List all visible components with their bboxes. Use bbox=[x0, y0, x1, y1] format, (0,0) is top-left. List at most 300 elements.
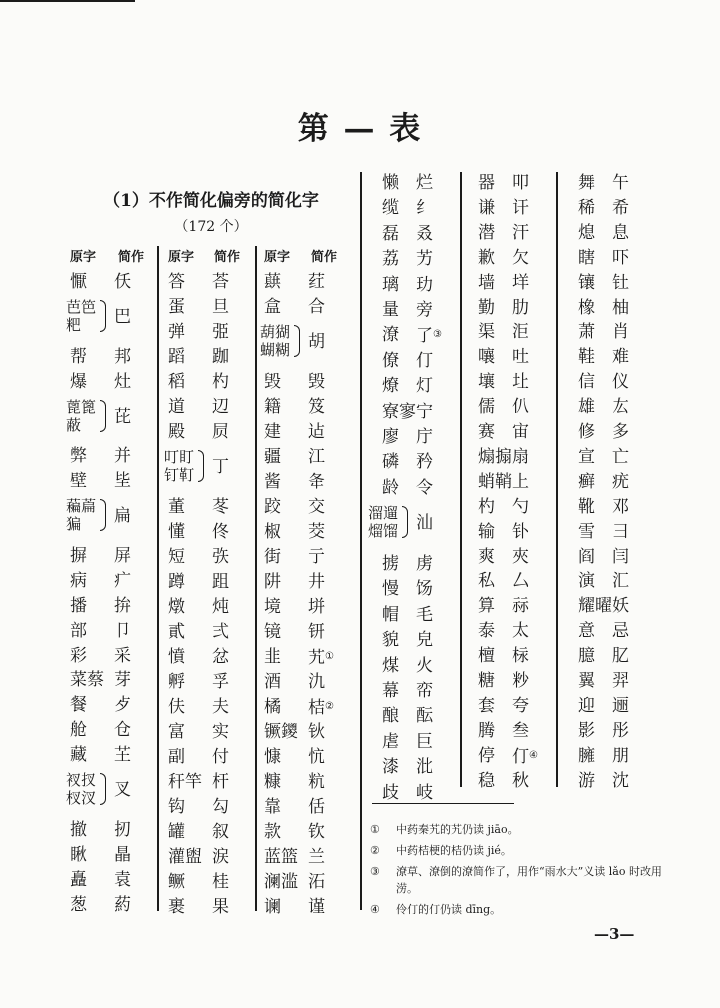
simplified-char-text: 井 bbox=[308, 572, 325, 592]
header-original: 原字 bbox=[264, 250, 291, 265]
simplified-char bbox=[416, 730, 433, 754]
original-char: 鞋 bbox=[578, 347, 595, 368]
footnote bbox=[370, 842, 676, 859]
simplified-char bbox=[114, 668, 131, 692]
simplified-char bbox=[416, 400, 433, 424]
original-char: 懨 bbox=[70, 272, 87, 292]
original-char: 器 bbox=[478, 173, 495, 193]
simplified-char-text: 吓 bbox=[612, 247, 629, 268]
char-entry bbox=[568, 669, 654, 693]
simplified-char: 丁 bbox=[212, 457, 229, 477]
simplified-char-text: 沈 bbox=[612, 770, 629, 791]
simplified-char-text: 令 bbox=[416, 477, 433, 498]
simplified-char-text: 沰 bbox=[308, 872, 325, 892]
original-char: 糠 bbox=[264, 772, 281, 792]
simplified-char-text: 艻 bbox=[416, 249, 433, 270]
brace-icon bbox=[198, 450, 204, 482]
simplified-char-text: 矤 bbox=[212, 547, 229, 567]
char-entry bbox=[70, 569, 156, 593]
simplified-char bbox=[308, 395, 325, 419]
simplified-char bbox=[308, 420, 325, 444]
original-char: 蛋 bbox=[168, 297, 185, 317]
original-char: 杓 bbox=[478, 496, 495, 517]
char-entry bbox=[372, 730, 458, 754]
simplified-char bbox=[212, 795, 229, 819]
simplified-char-text: 亍 bbox=[308, 547, 325, 567]
simplified-char-text: 芽 bbox=[114, 670, 131, 691]
simplified-char bbox=[212, 520, 229, 544]
simplified-char bbox=[612, 246, 629, 270]
char-entry bbox=[264, 820, 350, 844]
char-entry bbox=[372, 476, 458, 500]
simplified-char bbox=[212, 595, 229, 619]
simplified-char bbox=[308, 820, 325, 844]
simplified-char bbox=[308, 670, 325, 694]
original-char: 钩 bbox=[168, 797, 185, 817]
char-entry bbox=[372, 755, 458, 779]
original-char: 街 bbox=[264, 547, 281, 567]
char-entry bbox=[468, 719, 554, 743]
original-char: 虐 bbox=[382, 731, 399, 752]
simplified-char-text: 孚 bbox=[212, 672, 229, 692]
char-entry bbox=[468, 495, 554, 519]
char-entry bbox=[168, 820, 254, 844]
simplified-char-text: 勾 bbox=[212, 797, 229, 817]
simplified-char bbox=[212, 370, 229, 394]
char-entry bbox=[264, 845, 350, 869]
char-entry bbox=[168, 670, 254, 694]
char-entry bbox=[568, 520, 654, 544]
simplified-char-text: 旁 bbox=[416, 300, 433, 320]
simplified-char-text: 了 bbox=[416, 326, 433, 347]
simplified-char-text: 夫 bbox=[212, 697, 229, 717]
simplified-char bbox=[512, 744, 538, 769]
simplified-char bbox=[114, 693, 131, 717]
original-char: 阎 bbox=[578, 546, 595, 567]
simplified-char bbox=[212, 395, 229, 419]
original-char: 稀 bbox=[578, 197, 595, 218]
original-char: 鳜 bbox=[168, 872, 185, 892]
char-entry bbox=[168, 520, 254, 544]
simplified-char bbox=[416, 577, 433, 601]
char-entry bbox=[568, 619, 654, 643]
original-char: 蓝篮 bbox=[264, 847, 298, 867]
simplified-char bbox=[212, 320, 229, 344]
char-entry bbox=[168, 295, 254, 319]
original-char: 墙 bbox=[478, 272, 495, 293]
simplified-char bbox=[612, 669, 629, 693]
original-char: 爆 bbox=[70, 371, 87, 392]
simplified-char bbox=[416, 679, 433, 703]
simplified-char-text: 炖 bbox=[212, 597, 229, 617]
original-char: 赛 bbox=[478, 422, 495, 442]
char-entry bbox=[372, 654, 458, 678]
char-entry bbox=[264, 695, 350, 719]
header-simplified: 简作 bbox=[311, 250, 338, 265]
simplified-char-text: 坒 bbox=[114, 471, 131, 492]
simplified-char-text: 毁 bbox=[308, 372, 325, 392]
footnote-text: 中药桔梗的桔仍读 jié。 bbox=[396, 844, 512, 857]
simplified-char-text: 肖 bbox=[612, 322, 629, 343]
simplified-char bbox=[612, 395, 629, 419]
original-char: 停 bbox=[478, 745, 495, 766]
simplified-char bbox=[416, 273, 433, 297]
char-entry bbox=[568, 644, 654, 668]
original-char: 廖 bbox=[382, 427, 399, 447]
char-entry bbox=[568, 320, 654, 344]
char-entry bbox=[568, 196, 654, 220]
simplified-char bbox=[416, 603, 433, 627]
original-char: 镶 bbox=[578, 272, 595, 293]
original-char: 短 bbox=[168, 547, 185, 567]
simplified-char bbox=[512, 694, 529, 718]
original-char: 寮寥 bbox=[382, 401, 416, 422]
simplified-char bbox=[612, 320, 629, 344]
original-char: 答 bbox=[168, 272, 185, 292]
simplified-char bbox=[308, 795, 325, 819]
original-char: 播 bbox=[70, 595, 87, 616]
original-char: 罐 bbox=[168, 822, 185, 842]
simplified-char bbox=[512, 420, 529, 444]
simplified-char-text: 并 bbox=[114, 446, 131, 467]
original-char: 嚷 bbox=[478, 347, 495, 368]
original-char: 蛸鞘 bbox=[478, 471, 512, 492]
char-entry bbox=[70, 868, 156, 892]
original-char: 漆 bbox=[382, 757, 399, 778]
char-entry bbox=[468, 196, 554, 220]
simplified-char bbox=[308, 570, 325, 594]
char-entry bbox=[372, 603, 458, 627]
simplified-char bbox=[114, 644, 131, 668]
simplified-char-text: 葯 bbox=[114, 894, 131, 915]
simplified-char-text: 矜 bbox=[416, 452, 433, 473]
char-entry bbox=[70, 668, 156, 692]
simplified-char bbox=[212, 645, 229, 669]
simplified-char-text: 屏 bbox=[114, 545, 131, 566]
char-entry bbox=[468, 221, 554, 245]
original-char: 舱 bbox=[70, 720, 87, 741]
original-char: 磷 bbox=[382, 452, 399, 473]
char-entry bbox=[264, 370, 350, 394]
char-entry bbox=[372, 298, 458, 322]
simplified-char-text: 兰 bbox=[308, 847, 325, 867]
char-entry bbox=[568, 246, 654, 270]
simplified-char: 胡 bbox=[308, 332, 325, 352]
simplified-char bbox=[612, 345, 629, 369]
original-char: 瞎 bbox=[578, 247, 595, 268]
simplified-char bbox=[114, 743, 131, 767]
original-chars: 芭笆 粑 bbox=[66, 297, 97, 334]
simplified-char-text: 跙 bbox=[212, 572, 229, 592]
char-entry bbox=[70, 370, 156, 394]
simplified-char-text: 皃 bbox=[416, 630, 433, 651]
char-entry bbox=[70, 619, 156, 643]
original-char: 酿 bbox=[382, 706, 399, 727]
brace-icon bbox=[100, 300, 106, 332]
simplified-char-text: 祘 bbox=[512, 596, 529, 617]
column-divider bbox=[556, 172, 558, 787]
simplified-char bbox=[308, 645, 334, 670]
original-char: 算 bbox=[478, 596, 495, 617]
char-entry bbox=[468, 619, 554, 643]
char-entry bbox=[264, 445, 350, 469]
simplified-char bbox=[512, 594, 529, 618]
original-char: 弹 bbox=[168, 322, 185, 342]
char-entry bbox=[264, 270, 350, 294]
original-char: 演 bbox=[578, 571, 595, 592]
simplified-char bbox=[114, 843, 131, 867]
simplified-char bbox=[612, 644, 629, 668]
simplified-char-text: 毛 bbox=[416, 604, 433, 625]
simplified-char-text: 息 bbox=[612, 222, 629, 243]
char-entry bbox=[568, 495, 654, 519]
char-entry bbox=[168, 270, 254, 294]
original-char: 谦 bbox=[478, 197, 495, 218]
original-char: 蕻 bbox=[264, 272, 281, 292]
char-entry bbox=[264, 420, 350, 444]
simplified-char bbox=[612, 769, 629, 793]
original-char: 壁 bbox=[70, 471, 87, 492]
original-char: 藏 bbox=[70, 745, 87, 766]
simplified-char-text: 宁 bbox=[416, 401, 433, 422]
char-entry bbox=[168, 570, 254, 594]
char-entry bbox=[168, 420, 254, 444]
simplified-char bbox=[416, 628, 433, 652]
original-char: 舞 bbox=[578, 173, 595, 193]
char-entry bbox=[372, 400, 458, 424]
simplified-char-text: 夸 bbox=[512, 695, 529, 716]
char-entry bbox=[264, 645, 350, 669]
simplified-char bbox=[212, 820, 229, 844]
simplified-char-text: 宙 bbox=[512, 422, 529, 442]
char-entry bbox=[168, 745, 254, 769]
simplified-char bbox=[612, 221, 629, 245]
simplified-char bbox=[308, 545, 325, 569]
original-char: 伕 bbox=[168, 697, 185, 717]
simplified-char: 汕 bbox=[416, 513, 433, 534]
char-entry bbox=[568, 271, 654, 295]
simplified-char-text: 帟 bbox=[416, 681, 433, 701]
header-original: 原字 bbox=[70, 250, 97, 265]
simplified-char bbox=[416, 476, 433, 500]
footnote-marker: ③ bbox=[433, 329, 442, 341]
original-char: 裹 bbox=[168, 897, 185, 917]
original-char: 憤 bbox=[168, 647, 185, 667]
simplified-char-text: 钋 bbox=[512, 521, 529, 542]
original-char: 翼 bbox=[578, 671, 595, 691]
simplified-char-text: 仪 bbox=[612, 372, 629, 393]
simplified-char bbox=[416, 171, 433, 195]
brace-icon bbox=[100, 499, 106, 531]
char-entry bbox=[468, 246, 554, 270]
simplified-char bbox=[308, 495, 325, 519]
char-entry bbox=[568, 221, 654, 245]
simplified-char-text: 吐 bbox=[512, 347, 529, 368]
char-entry bbox=[264, 295, 350, 319]
char-entry bbox=[568, 545, 654, 569]
char-entry bbox=[168, 645, 254, 669]
header-simplified: 简作 bbox=[214, 250, 241, 265]
original-char: 缆 bbox=[382, 198, 399, 219]
page-number: —3— bbox=[594, 925, 635, 943]
simplified-char-text: 叩 bbox=[512, 173, 529, 193]
original-char: 输 bbox=[478, 521, 495, 542]
simplified-char-text: 扇 bbox=[512, 446, 529, 467]
original-char: 量 bbox=[382, 300, 399, 320]
simplified-char-text: 芏 bbox=[114, 745, 131, 766]
column-divider bbox=[360, 172, 362, 910]
original-char: 籍 bbox=[264, 397, 281, 417]
char-entry bbox=[264, 470, 350, 494]
char-entry bbox=[468, 644, 554, 668]
char-entry bbox=[372, 679, 458, 703]
original-char: 爽 bbox=[478, 546, 495, 567]
char-entry bbox=[568, 719, 654, 743]
original-char: 潜 bbox=[478, 222, 495, 243]
simplified-char bbox=[212, 570, 229, 594]
simplified-char-text: 多 bbox=[612, 422, 629, 442]
original-char: 儒 bbox=[478, 397, 495, 418]
column-divider bbox=[460, 172, 462, 787]
simplified-char-text: 杓 bbox=[212, 372, 229, 392]
char-entry bbox=[468, 569, 554, 593]
original-char: 椒 bbox=[264, 522, 281, 542]
original-char: 帽 bbox=[382, 604, 399, 625]
simplified-char bbox=[212, 670, 229, 694]
simplified-char bbox=[212, 545, 229, 569]
original-char: 煽搧 bbox=[478, 446, 512, 467]
simplified-char bbox=[512, 669, 529, 693]
simplified-char bbox=[212, 720, 229, 744]
char-entry bbox=[468, 320, 554, 344]
simplified-char-text: 讦 bbox=[512, 197, 529, 218]
simplified-char-text: 跏 bbox=[212, 347, 229, 367]
original-char: 僚 bbox=[382, 350, 399, 371]
simplified-char-text: 酝 bbox=[416, 706, 433, 727]
simplified-char bbox=[512, 320, 529, 344]
simplified-char-text: 付 bbox=[212, 747, 229, 767]
original-char: 阱 bbox=[264, 572, 281, 592]
footnote-text: 伶仃的仃仍读 dīng。 bbox=[396, 903, 502, 916]
simplified-char bbox=[308, 295, 325, 319]
char-entry bbox=[168, 495, 254, 519]
simplified-char-text: 虏 bbox=[416, 554, 433, 574]
simplified-char-text: 圵 bbox=[512, 372, 529, 393]
original-chars: 衩扠 杈汊 bbox=[66, 771, 97, 807]
char-entry bbox=[264, 595, 350, 619]
simplified-char-text: 江 bbox=[308, 447, 325, 467]
original-char: 歧 bbox=[382, 782, 399, 803]
char-entry bbox=[168, 845, 254, 869]
original-char: 荔 bbox=[382, 249, 399, 270]
simplified-char bbox=[416, 298, 433, 322]
char-entry bbox=[372, 450, 458, 474]
original-char: 燎 bbox=[382, 376, 399, 397]
char-entry bbox=[264, 570, 350, 594]
footnote bbox=[370, 901, 676, 918]
simplified-char bbox=[212, 870, 229, 894]
original-char: 磊 bbox=[382, 223, 399, 244]
simplified-char bbox=[512, 719, 529, 743]
simplified-char-text: 灯 bbox=[416, 376, 433, 397]
original-char: 韭 bbox=[264, 647, 281, 667]
original-char: 跤 bbox=[264, 497, 281, 517]
simplified-char bbox=[512, 619, 529, 643]
simplified-char-text: 烂 bbox=[416, 173, 433, 193]
char-entry bbox=[70, 270, 156, 294]
simplified-char bbox=[612, 420, 629, 444]
footnote-marker: ④ bbox=[529, 749, 538, 761]
original-char: 貳 bbox=[168, 622, 185, 642]
char-entry bbox=[168, 695, 254, 719]
simplified-char-text: 叒 bbox=[416, 223, 433, 244]
simplified-char-text: 沘 bbox=[416, 757, 433, 778]
original-char: 潦 bbox=[382, 325, 399, 346]
simplified-char bbox=[612, 445, 629, 469]
simplified-char-text: 粇 bbox=[308, 772, 325, 792]
original-char: 懂 bbox=[168, 522, 185, 542]
footnote-marker: ② bbox=[325, 701, 334, 712]
simplified-char bbox=[308, 770, 325, 794]
char-entry bbox=[468, 171, 554, 195]
char-entry bbox=[264, 745, 350, 769]
simplified-char-text: 厶 bbox=[512, 571, 529, 592]
simplified-char-text: 彐 bbox=[612, 521, 629, 542]
simplified-char bbox=[114, 818, 131, 842]
original-char: 修 bbox=[578, 422, 595, 442]
original-char: 檀 bbox=[478, 646, 495, 667]
simplified-char bbox=[308, 620, 325, 644]
simplified-char-text: 亡 bbox=[612, 446, 629, 467]
simplified-char bbox=[416, 196, 433, 220]
original-char: 私 bbox=[478, 571, 495, 592]
simplified-char-text: 夾 bbox=[512, 546, 529, 567]
char-entry bbox=[372, 425, 458, 449]
char-entry bbox=[372, 374, 458, 398]
char-entry bbox=[468, 545, 554, 569]
footnote-number: ④ bbox=[370, 903, 380, 916]
original-char: 道 bbox=[168, 397, 185, 417]
simplified-char bbox=[512, 221, 529, 245]
original-char: 靠 bbox=[264, 797, 281, 817]
simplified-char bbox=[416, 222, 433, 246]
char-entry bbox=[568, 420, 654, 444]
simplified-char bbox=[612, 171, 629, 195]
original-char: 灌盥 bbox=[168, 847, 202, 867]
simplified-char-text: 采 bbox=[114, 645, 131, 666]
simplified-char bbox=[512, 769, 529, 793]
original-char: 腾 bbox=[478, 720, 495, 741]
char-entry bbox=[168, 345, 254, 369]
char-entry bbox=[468, 296, 554, 320]
simplified-char bbox=[114, 619, 131, 643]
simplified-char-text: 垪 bbox=[308, 597, 325, 617]
original-char: 熄 bbox=[578, 222, 595, 243]
simplified-char bbox=[416, 704, 433, 728]
simplified-char bbox=[308, 870, 325, 894]
original-char: 橘 bbox=[264, 697, 281, 717]
simplified-char bbox=[114, 469, 131, 493]
simplified-char-text: 玏 bbox=[416, 274, 433, 295]
simplified-char bbox=[114, 569, 131, 593]
char-entry bbox=[168, 395, 254, 419]
char-entry bbox=[372, 247, 458, 271]
char-entry bbox=[168, 770, 254, 794]
footnote-number: ① bbox=[370, 823, 380, 836]
simplified-char bbox=[308, 595, 325, 619]
simplified-char bbox=[212, 620, 229, 644]
original-char: 孵 bbox=[168, 672, 185, 692]
